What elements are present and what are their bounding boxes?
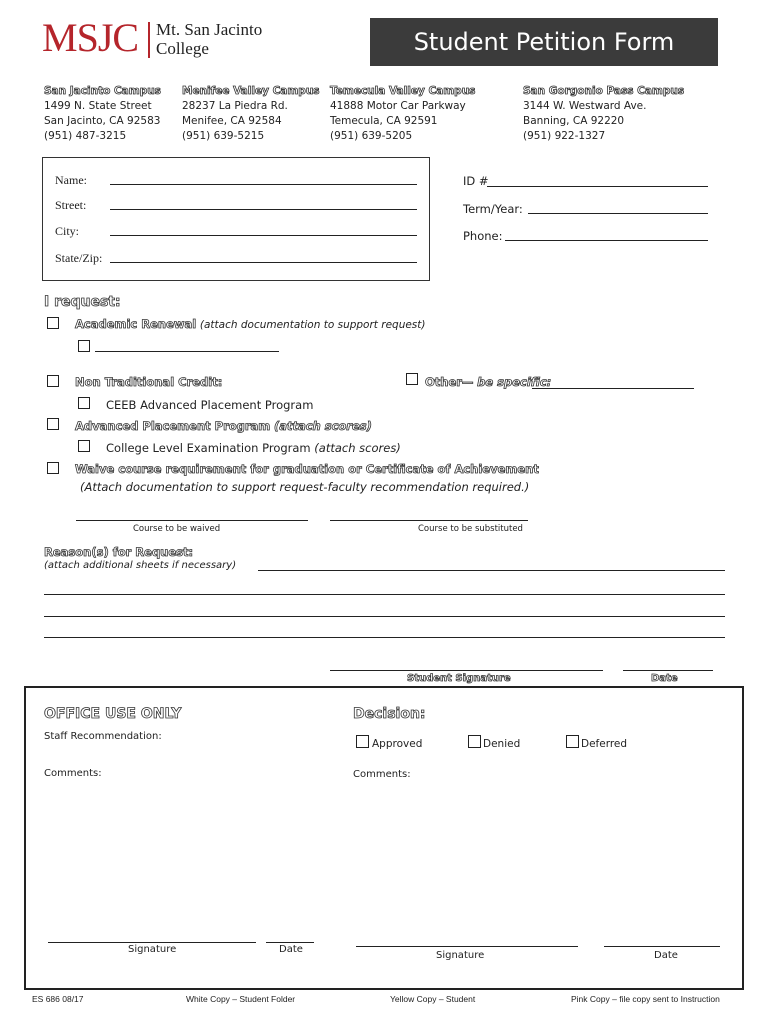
approved-checkbox[interactable] [356, 735, 369, 748]
approved-label: Approved [372, 738, 423, 750]
course-substituted-label: Course to be substituted [418, 524, 523, 534]
campus-phone: (951) 639-5215 [182, 130, 265, 142]
campus-phone: (951) 922-1327 [523, 130, 606, 142]
advanced-placement-label: Advanced Placement Program [75, 419, 271, 433]
campus-city: Temecula, CA 92591 [330, 115, 438, 127]
academic-renewal-sub-checkbox[interactable] [78, 340, 90, 352]
campus-street: 3144 W. Westward Ave. [523, 100, 647, 112]
campus-name: Temecula Valley Campus [330, 85, 476, 97]
academic-renewal-sub-field[interactable] [95, 351, 279, 352]
student-date-label: Date [651, 673, 678, 684]
reason-note: (attach additional sheets if necessary) [44, 560, 237, 571]
reason-heading: Reason(s) for Request: [44, 545, 194, 559]
deferred-checkbox[interactable] [566, 735, 579, 748]
decision-signature-field[interactable] [356, 946, 578, 947]
student-date-field[interactable] [623, 670, 713, 671]
term-field[interactable] [528, 213, 708, 214]
other-field[interactable] [532, 388, 694, 389]
name-field[interactable] [110, 184, 417, 185]
white-copy: White Copy – Student Folder [186, 994, 296, 1004]
campus-san-gorgonio [523, 84, 684, 144]
id-field[interactable] [487, 186, 708, 187]
other-option [425, 375, 551, 389]
staff-recommendation-label: Staff Recommendation: [44, 731, 162, 742]
reason-line-4[interactable] [44, 637, 725, 638]
office-heading: OFFICE USE ONLY [44, 706, 182, 722]
denied-checkbox[interactable] [468, 735, 481, 748]
statezip-field[interactable] [110, 262, 417, 263]
campus-city: San Jacinto, CA 92583 [44, 115, 161, 127]
staff-comments-label: Comments: [44, 768, 102, 779]
city-label: City: [55, 224, 80, 238]
staff-date-field[interactable] [266, 942, 314, 943]
campus-street: 1499 N. State Street [44, 100, 152, 112]
campus-san-jacinto [44, 84, 161, 144]
reason-line-3[interactable] [44, 616, 725, 617]
form-code: ES 686 08/17 [32, 994, 84, 1004]
decision-comments-label: Comments: [353, 769, 411, 780]
academic-renewal-label: Academic Renewal [75, 317, 197, 331]
waive-checkbox[interactable] [47, 462, 59, 474]
deferred-label: Deferred [581, 738, 628, 750]
college-name-line2: College [156, 39, 209, 58]
clep-checkbox[interactable] [78, 440, 90, 452]
campus-temecula [330, 84, 475, 144]
course-substituted-field[interactable] [330, 520, 528, 521]
campus-phone: (951) 487-3215 [44, 130, 127, 142]
phone-label: Phone: [463, 229, 503, 243]
decision-date-field[interactable] [604, 946, 720, 947]
clep-note: (attach scores) [314, 441, 401, 455]
form-title: Student Petition Form [370, 18, 718, 66]
campus-menifee [182, 84, 320, 144]
request-heading: I request: [44, 294, 121, 310]
street-label: Street: [55, 198, 87, 212]
campus-street: 41888 Motor Car Parkway [330, 100, 466, 112]
non-traditional-checkbox[interactable] [47, 375, 59, 387]
name-label: Name: [55, 173, 87, 187]
college-name-line1: Mt. San Jacinto [156, 20, 263, 39]
other-note: be specific: [477, 375, 552, 389]
term-label: Term/Year: [463, 202, 523, 216]
campus-street: 28237 La Piedra Rd. [182, 100, 288, 112]
id-label: ID # [463, 174, 489, 188]
campus-name: San Gorgonio Pass Campus [523, 85, 685, 97]
advanced-placement-checkbox[interactable] [47, 418, 59, 430]
logo-divider [148, 22, 150, 58]
student-signature-field[interactable] [330, 670, 603, 671]
campus-phone: (951) 639-5205 [330, 130, 413, 142]
clep-label: College Level Examination Program [106, 441, 311, 455]
denied-label: Denied [483, 738, 521, 750]
campus-city: Banning, CA 92220 [523, 115, 625, 127]
ceeb-label: CEEB Advanced Placement Program [106, 398, 314, 412]
city-field[interactable] [110, 235, 417, 236]
advanced-placement-option [75, 419, 372, 433]
staff-signature-field[interactable] [48, 942, 256, 943]
ceeb-checkbox[interactable] [78, 397, 90, 409]
reason-line-1[interactable] [258, 570, 725, 571]
phone-field[interactable] [505, 240, 708, 241]
statezip-label: State/Zip: [55, 251, 103, 265]
campus-name: Menifee Valley Campus [182, 85, 320, 97]
other-label: Other— [425, 375, 474, 389]
campus-city: Menifee, CA 92584 [182, 115, 282, 127]
reason-line-2[interactable] [44, 594, 725, 595]
clep-option [106, 441, 401, 455]
decision-signature-label: Signature [436, 950, 485, 961]
yellow-copy: Yellow Copy – Student [390, 994, 476, 1004]
street-field[interactable] [110, 209, 417, 210]
staff-signature-label: Signature [128, 944, 177, 955]
decision-heading: Decision: [353, 706, 426, 722]
decision-date-label: Date [654, 950, 678, 961]
staff-date-label: Date [279, 944, 303, 955]
other-checkbox[interactable] [406, 373, 418, 385]
waive-note: (Attach documentation to support request-faculty recommendation required.) [80, 480, 530, 494]
college-logo: MSJC [42, 15, 139, 60]
waive-label: Waive course requirement for graduation or Certificate of Achievement [75, 462, 539, 476]
academic-renewal-checkbox[interactable] [47, 317, 59, 329]
college-name [156, 20, 262, 58]
course-waived-field[interactable] [76, 520, 308, 521]
student-signature-label: Student Signature [407, 673, 511, 684]
non-traditional-label: Non Traditional Credit: [75, 375, 223, 389]
academic-renewal-note: (attach documentation to support request) [199, 319, 426, 331]
academic-renewal-option [75, 317, 426, 331]
pink-copy: Pink Copy – file copy sent to Instruction [571, 994, 720, 1004]
campus-name: San Jacinto Campus [44, 85, 161, 97]
course-waived-label: Course to be waived [133, 524, 221, 534]
advanced-placement-note: (attach scores) [273, 419, 372, 433]
